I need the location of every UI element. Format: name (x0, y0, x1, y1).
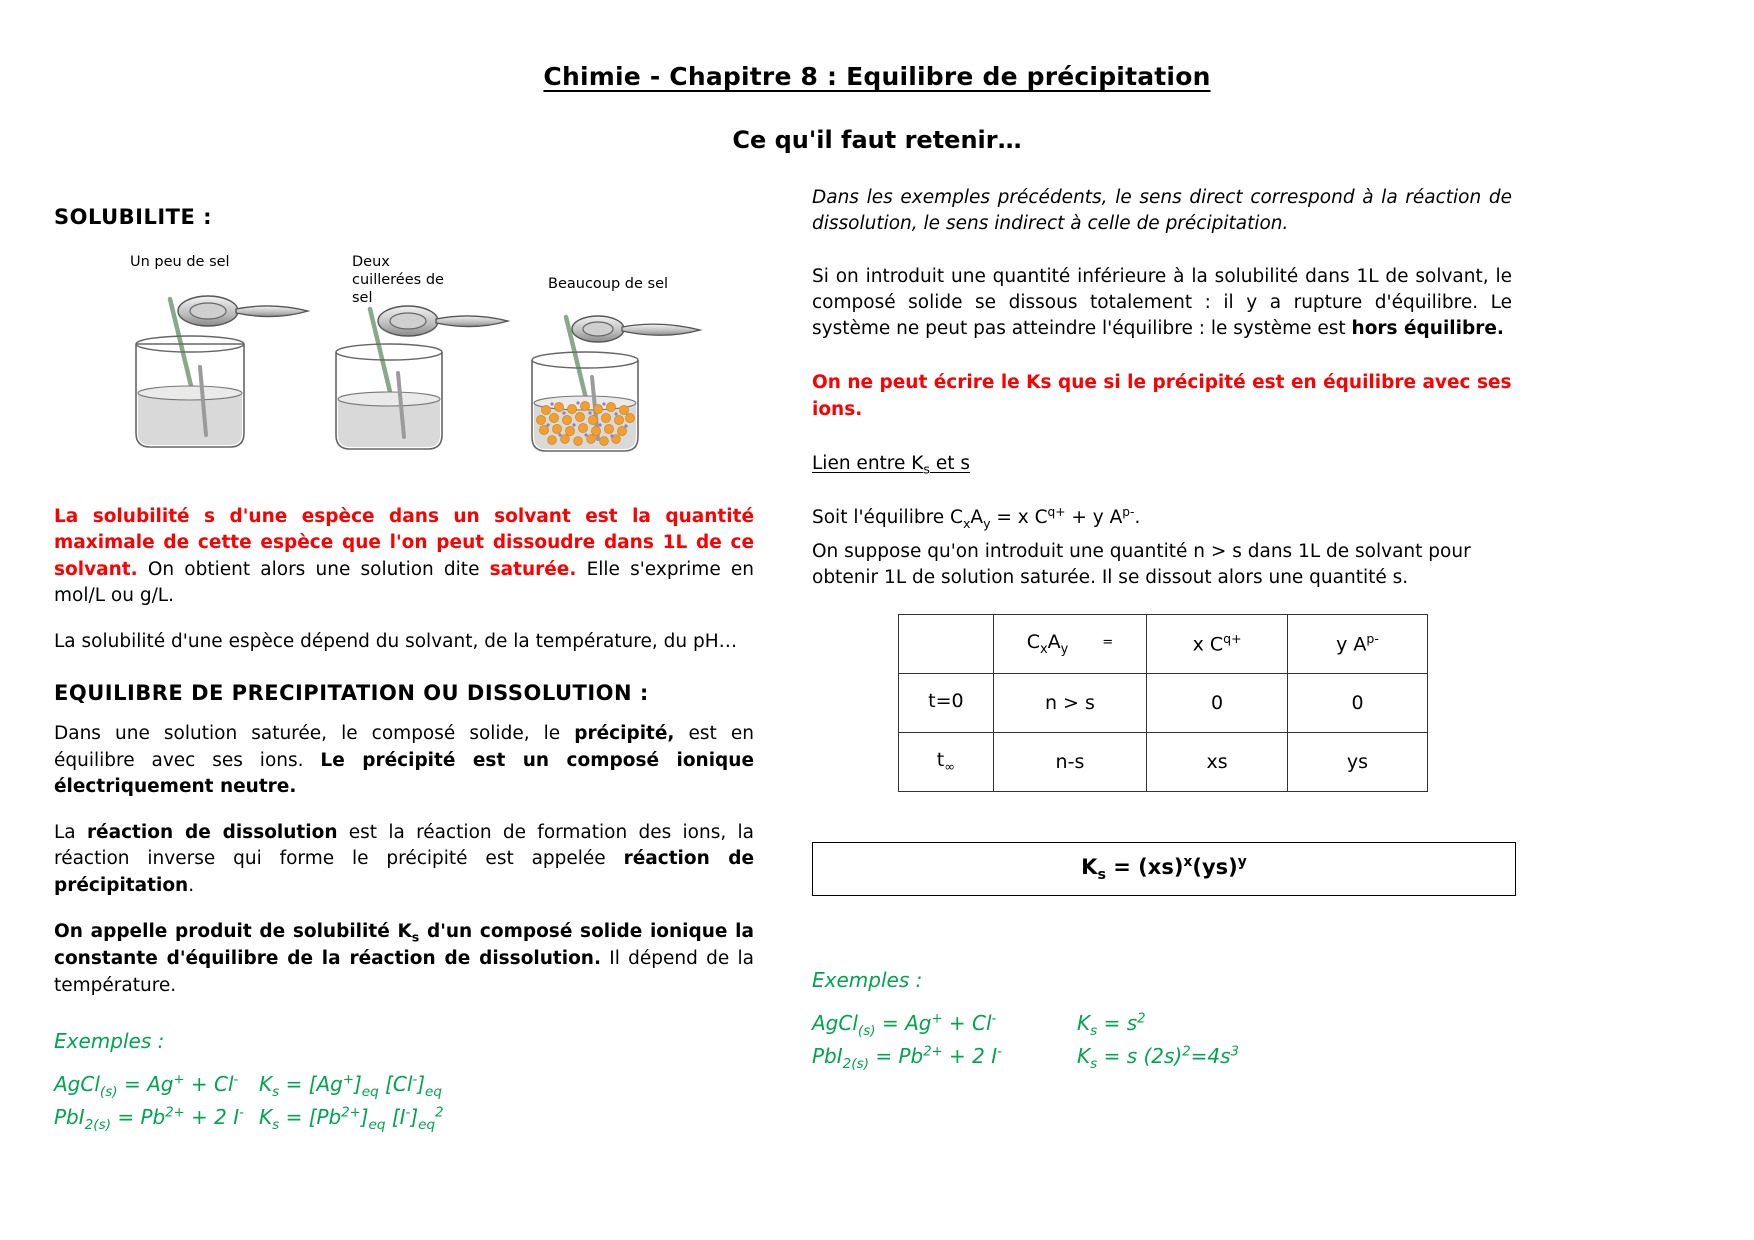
page-title (0, 62, 1754, 91)
solubility-depends: La solubilité d'une espèce dépend du solvant, de la température, du pH… (54, 631, 738, 653)
ex1-prod1-sup: + (173, 1072, 185, 1088)
header-anion-a: y A (1336, 633, 1367, 656)
ex2-formula: PbI (54, 1105, 85, 1130)
example-reaction-1 (54, 1069, 259, 1102)
right-example-ks-2 (1077, 1041, 1239, 1074)
right-examples-list (812, 1008, 1512, 1075)
solubility-illustration (54, 247, 754, 482)
soit-sub1: x (962, 516, 971, 532)
left-column (54, 205, 754, 1136)
ks-def-b1-sub: s (411, 929, 420, 945)
ks-box-c: (ys) (1192, 855, 1238, 880)
table-row (899, 732, 1428, 791)
ex1-ks: K (259, 1072, 273, 1096)
ex2-formula-sub: 2(s) (84, 1117, 111, 1134)
row1-anion: ys (1288, 732, 1428, 791)
list-item (812, 1041, 1512, 1074)
header-formula-a: C (1026, 630, 1040, 653)
reaction-b1: réaction de dissolution (86, 822, 338, 844)
section-equilibre-heading: EQUILIBRE DE PRECIPITATION OU DISSOLUTION : (54, 681, 649, 706)
beaker-1 (136, 296, 308, 447)
rex2-ks-sub: s (1090, 1056, 1098, 1073)
ex2-prod2-sup: - (239, 1105, 244, 1121)
soit-sup1: q+ (1047, 505, 1066, 520)
right-examples-label: Exemples : (812, 967, 923, 992)
ex1-prod2: + Cl (184, 1072, 234, 1096)
ks-formula (1081, 854, 1247, 883)
rex2-ks: K (1077, 1044, 1091, 1069)
lien-title-wrap (812, 452, 970, 477)
header-formula-sub1: x (1039, 641, 1048, 657)
reaction-p3: . (188, 874, 195, 896)
header-formula-wrap (1000, 631, 1140, 657)
lien-title-sub: s (923, 461, 930, 477)
ks-def-b2: d'un composé solide ionique la constante d'équilibre de la réaction de dissolution. (54, 920, 754, 970)
ks-box-b-sup: x (1183, 854, 1193, 871)
page-subtitle: Ce qu'il faut retenir… (732, 126, 1022, 154)
rex1-formula: AgCl (812, 1010, 858, 1035)
ex1-formula: AgCl (54, 1072, 100, 1096)
rex2-formula-sub: 2(s) (842, 1056, 869, 1073)
precipite-p2: est en équilibre avec ses ions. (54, 723, 754, 771)
table-corner-cell (899, 614, 994, 673)
ex1-ks-b: = [Ag (279, 1072, 343, 1096)
soit-equilibre-line (812, 504, 1512, 533)
row0-label-text: t=0 (928, 689, 964, 712)
soit-a: Soit l'équilibre C (812, 507, 963, 529)
header-cation-sup: q+ (1223, 631, 1242, 647)
rupture-b1: hors équilibre. (1351, 318, 1504, 340)
rex2-ks-c-sup: 3 (1230, 1044, 1239, 1060)
ex2-ks-sub: s (272, 1117, 280, 1134)
soit-e: . (1134, 507, 1141, 529)
right-example-reaction-1 (812, 1008, 1077, 1041)
table-row (899, 673, 1428, 732)
example-ks-2 (259, 1102, 444, 1135)
left-examples-list (54, 1069, 754, 1136)
solubility-def-saturee: saturée. (489, 558, 577, 580)
on-suppose-line: On suppose qu'on introduit une quantité n > s dans 1L de solvant pour obtenir 1L de solution saturée. Il se dissout alors une quantité s. (812, 541, 1471, 589)
reaction-b2: réaction de précipitation (54, 848, 754, 896)
right-example-reaction-2 (812, 1041, 1077, 1074)
ks-box-c-sup: y (1237, 854, 1247, 871)
header-cation-a: x C (1192, 633, 1224, 656)
row1-label-text: t (936, 748, 945, 771)
ks-box-a: K (1081, 855, 1098, 880)
ex2-ks-b-sup: 2+ (341, 1105, 361, 1121)
rex1-ks-b: = s (1097, 1010, 1138, 1035)
example-reaction-2 (54, 1102, 259, 1135)
ex2-ks: K (259, 1105, 273, 1130)
rex1-formula-sub: (s) (857, 1022, 876, 1039)
ex2-ks-e: ] (410, 1105, 419, 1130)
ex2-ks-b: = [Pb (279, 1105, 342, 1130)
soit-sup2: p- (1122, 505, 1135, 520)
rex1-ks: K (1077, 1010, 1091, 1035)
reaction-p2: est la réaction de formation des ions, la réaction inverse qui forme le précipité est appelée (54, 822, 754, 870)
page-title-text: Chimie - Chapitre 8 : Equilibre de précipitation (543, 62, 1211, 91)
ex1-ks-c-sub: eq (361, 1084, 379, 1100)
row0-anion: 0 (1288, 673, 1428, 732)
equilibrium-table (898, 614, 1428, 792)
illustration-caption-3: Beaucoup de sel (548, 276, 669, 292)
list-item (812, 1008, 1512, 1041)
ex1-ks-d-sup: - (412, 1072, 418, 1088)
soit-c: = x C (990, 507, 1048, 529)
ex2-ks-e-sub: eq (418, 1117, 436, 1134)
solubility-def-tail: Elle s'exprime en mol/L ou g/L. (54, 558, 754, 606)
ks-box-b: = (xs) (1105, 855, 1184, 880)
rex2-prod1-sup: 2+ (923, 1044, 943, 1060)
header-formula (1027, 631, 1069, 657)
table-header-cation (1147, 614, 1288, 673)
ex1-prod1: = Ag (117, 1072, 174, 1096)
table-row-header (899, 614, 1428, 673)
ks-def-p1: Il dépend de la température. (54, 948, 754, 996)
header-formula-sub2: y (1060, 641, 1069, 657)
ex2-prod1: = Pb (111, 1105, 166, 1130)
paragraph-ks-definition (54, 919, 754, 999)
ex2-ks-f-sup: 2 (435, 1105, 444, 1121)
rex1-prod2-sup: - (991, 1010, 997, 1026)
ks-box-a-sub: s (1097, 867, 1106, 884)
solubility-def-red: La solubilité s d'une espèce dans un solvant est la quantité maximale de cette espèce que l'on peut dissoudre dans 1L de ce solvant. (54, 506, 754, 580)
row0-label (899, 673, 994, 732)
precipite-p1: Dans une solution saturée, le composé solide, le (54, 723, 575, 745)
table-header-anion (1288, 614, 1428, 673)
row1-label (899, 732, 994, 791)
ex2-prod1-sup: 2+ (165, 1105, 185, 1121)
ex1-ks-e-sub: eq (425, 1084, 443, 1100)
row0-solid: n > s (993, 673, 1146, 732)
ex1-ks-d: [Cl (378, 1072, 413, 1096)
header-equals-sign: = (1102, 634, 1114, 650)
illustration-caption-1: Un peu de sel (130, 254, 230, 270)
rex1-ks-sub: s (1090, 1022, 1098, 1039)
solubility-definition (54, 504, 754, 609)
ks-formula-box (812, 842, 1516, 896)
ex1-ks-e: ] (417, 1072, 426, 1096)
ex2-prod2: + 2 I (184, 1105, 240, 1130)
precipite-b2: Le précipité est un composé ionique électriquement neutre. (54, 749, 754, 797)
ex1-prod2-sup: - (233, 1072, 239, 1088)
paragraph-precipite (54, 721, 754, 800)
ex1-formula-sub: (s) (99, 1084, 118, 1100)
row1-cation: xs (1147, 732, 1288, 791)
rex2-ks-b: = s (2s) (1097, 1044, 1183, 1069)
rex2-formula: PbI (812, 1044, 843, 1069)
table-header-solid (993, 614, 1146, 673)
list-item (54, 1102, 754, 1135)
rex1-prod1: = Ag (875, 1010, 932, 1035)
rex1-ks-b-sup: 2 (1137, 1010, 1146, 1026)
section-solubilite-heading: SOLUBILITE : (54, 205, 213, 229)
row1-label-sub: ∞ (944, 759, 955, 775)
paragraph-rupture-equilibre (812, 264, 1512, 343)
right-column (812, 185, 1512, 1074)
soit-b: A (970, 507, 984, 529)
example-ks-1 (259, 1069, 442, 1102)
beakers-svg (54, 247, 754, 482)
lien-title-a: Lien entre K (812, 452, 924, 474)
rex2-ks-c: =4s (1190, 1044, 1231, 1069)
lien-ks-s-heading (812, 451, 1512, 479)
illustration-caption-2: Deux cuillerées de sel (352, 254, 444, 307)
ex1-ks-c: ] (353, 1072, 362, 1096)
ex1-ks-sub: s (272, 1084, 280, 1100)
rex2-prod2: + 2 I (942, 1044, 998, 1069)
left-examples-label: Exemples : (54, 1029, 165, 1053)
ex2-ks-c: ] (360, 1105, 369, 1130)
ex1-ks-b-sup: + (342, 1072, 354, 1088)
paragraph-reaction (54, 820, 754, 899)
beaker-2 (336, 306, 508, 449)
soit-sub2: y (983, 516, 991, 532)
rex2-ks-b-sup: 2 (1182, 1044, 1191, 1060)
header-formula-b: A (1047, 630, 1061, 653)
paragraph-sens-direct: Dans les exemples précédents, le sens direct correspond à la réaction de dissolution, le sens indirect à celle de précipitation. (812, 187, 1512, 235)
row0-cation: 0 (1147, 673, 1288, 732)
ks-def-b1: On appelle produit de solubilité K (54, 920, 412, 942)
ex2-ks-d: [I (385, 1105, 406, 1130)
red-note-ks: On ne peut écrire le Ks que si le précipité est en équilibre avec ses ions. (812, 372, 1512, 420)
list-item (54, 1069, 754, 1102)
row1-solid: n-s (993, 732, 1146, 791)
solubility-def-black: On obtient alors une solution dite (137, 558, 490, 580)
rex1-prod2: + Cl (942, 1010, 992, 1035)
ex2-ks-c-sub: eq (368, 1117, 386, 1134)
ex2-ks-d-sup: - (405, 1105, 411, 1121)
right-example-ks-1 (1077, 1008, 1146, 1041)
rex1-prod1-sup: + (931, 1010, 943, 1026)
rupture-p1: Si on introduit une quantité inférieure à la solubilité dans 1L de solvant, le composé solide se dissous totalement : il y a rupture d'équilibre. Le système ne peut pas atteindre l'équilibre : le système est (812, 265, 1512, 340)
precipite-b1: précipité, (574, 723, 675, 745)
soit-d: + y A (1065, 507, 1123, 529)
beaker-3 (532, 316, 700, 451)
rex2-prod2-sup: - (997, 1044, 1002, 1060)
reaction-p1: La (54, 822, 87, 844)
header-anion-sup: p- (1366, 631, 1379, 647)
rex2-prod1: = Pb (869, 1044, 924, 1069)
lien-title-b: et s (929, 452, 970, 474)
